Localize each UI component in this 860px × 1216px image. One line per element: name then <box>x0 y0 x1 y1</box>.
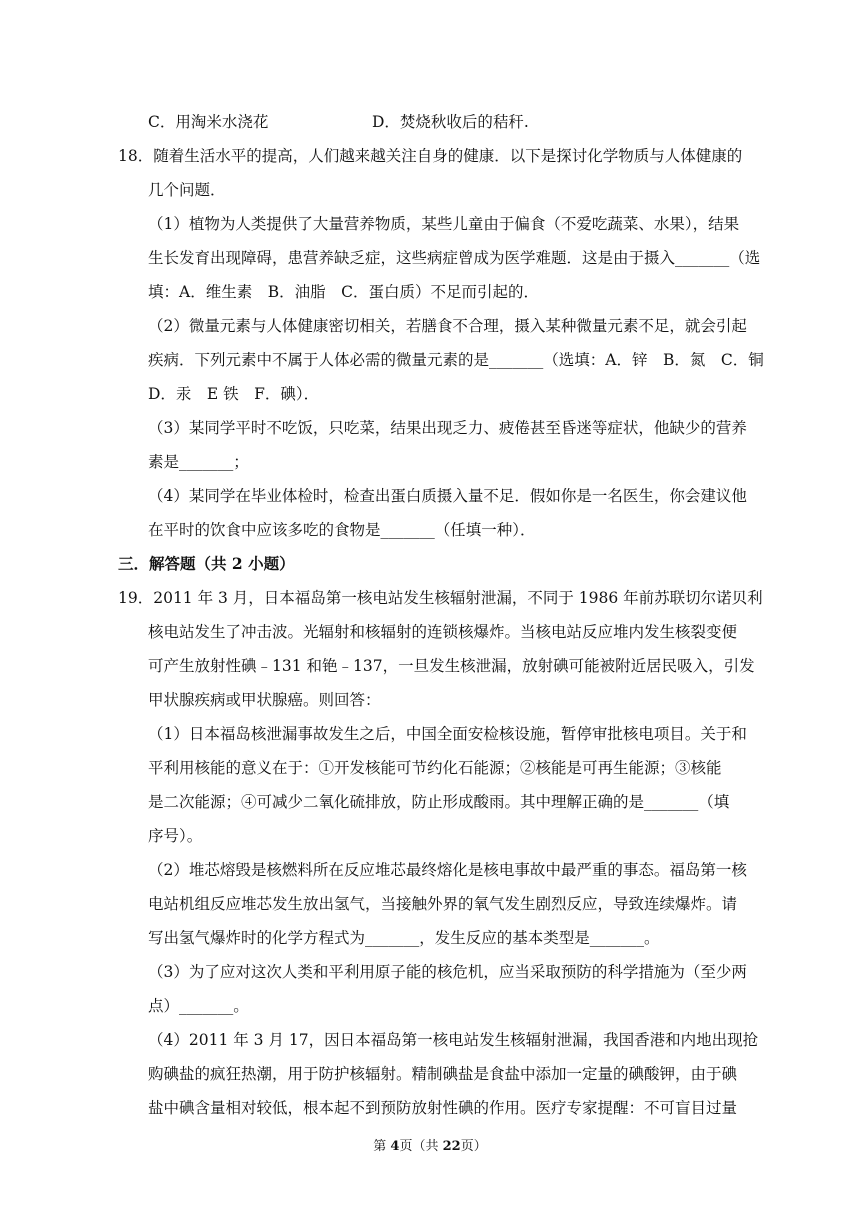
q19-line: 平利用核能的意义在于：①开发核能可节约化石能源；②核能是可再生能源；③核能 <box>148 759 722 777</box>
q18-line: （2）微量元素与人体健康密切相关，若膳食不合理，摄入某种微量元素不足，就会引起 <box>148 317 747 335</box>
page-footer <box>0 1138 860 1156</box>
footer-suffix: 页） <box>460 1139 487 1154</box>
q19-line: 盐中碘含量相对较低，根本起不到预防放射性碘的作用。医疗专家提醒：不可盲目过量 <box>148 1099 738 1117</box>
q19-line: 点）_______。 <box>148 997 249 1015</box>
q19-line: 电站机组反应堆芯发生放出氢气，当接触外界的氧气发生剧烈反应，导致连续爆炸。请 <box>148 895 738 913</box>
q19-line: 写出氢气爆炸时的化学方程式为_______，发生反应的基本类型是_______。 <box>148 929 660 947</box>
q18-line: D．汞 E 铁 F．碘）． <box>148 385 320 403</box>
q18-line: 在平时的饮食中应该多吃的食物是_______（任填一种）． <box>148 521 536 539</box>
total-pages-number: 22 <box>442 1139 461 1154</box>
q18-line: （1）植物为人类提供了大量营养物质，某些儿童由于偏食（不爱吃蔬菜、水果），结果 <box>148 215 740 233</box>
q19-line: 购碘盐的疯狂热潮，用于防护核辐射。精制碘盐是食盐中添加一定量的碘酸钾，由于碘 <box>148 1065 738 1083</box>
section-heading: 三．解答题（共 2 小题） <box>118 554 295 573</box>
q18-line: 疾病．下列元素中不属于人体必需的微量元素的是_______（选填：A．锌 B．氮 C．铜 <box>148 351 764 369</box>
current-page-number: 4 <box>390 1139 400 1154</box>
q19-line: 是二次能源；④可减少二氧化硫排放，防止形成酸雨。其中理解正确的是_______（填 <box>148 793 730 811</box>
q19-line: 核电站发生了冲击波。光辐射和核辐射的连锁核爆炸。当核电站反应堆内发生核裂变便 <box>148 623 738 641</box>
q19-line: （1）日本福岛核泄漏事故发生之后，中国全面安检核设施，暂停审批核电项目。关于和 <box>148 725 747 743</box>
q19-line: 可产生放射性碘﹣131 和铯﹣137，一旦发生核泄漏，放射碘可能被附近居民吸入，引发 <box>148 657 755 675</box>
option-d: D．焚烧秋收后的秸秆. <box>372 113 529 131</box>
q18-line: 生长发育出现障碍，患营养缺乏症，这些病症曾成为医学难题．这是由于摄入_______（选 <box>148 249 761 267</box>
footer-middle: 页（共 <box>399 1139 443 1154</box>
q18-line: 18．随着生活水平的提高，人们越来越关注自身的健康．以下是探讨化学物质与人体健康的 <box>118 147 743 165</box>
q18-line: 几个问题． <box>148 181 226 199</box>
q19-line: （2）堆芯熔毁是核燃料所在反应堆芯最终熔化是核电事故中最严重的事态。福岛第一核 <box>148 861 747 879</box>
q19-line: 19．2011 年 3 月，日本福岛第一核电站发生核辐射泄漏，不同于 1986 年前苏联切尔诺贝利 <box>118 589 763 607</box>
q18-line: （3）某同学平时不吃饭，只吃菜，结果出现乏力、疲倦甚至昏迷等症状，他缺少的营养 <box>148 419 747 437</box>
option-c: C．用淘米水浇花 <box>148 113 269 131</box>
q19-line: （4）2011 年 3 月 17，因日本福岛第一核电站发生核辐射泄漏，我国香港和内地出现抢 <box>148 1031 759 1049</box>
q19-line: 甲状腺疾病或甲状腺癌。则回答： <box>148 691 381 709</box>
q18-line: 素是_______； <box>148 453 249 471</box>
q18-line: （4）某同学在毕业体检时，检查出蛋白质摄入量不足．假如你是一名医生，你会建议他 <box>148 487 747 505</box>
q18-line: 填：A．维生素 B．油脂 C．蛋白质）不足而引起的． <box>148 283 539 301</box>
q19-line: （3）为了应对这次人类和平利用原子能的核危机，应当采取预防的科学措施为（至少两 <box>148 963 747 981</box>
q19-line: 序号）。 <box>148 827 203 845</box>
footer-prefix: 第 <box>373 1139 391 1154</box>
